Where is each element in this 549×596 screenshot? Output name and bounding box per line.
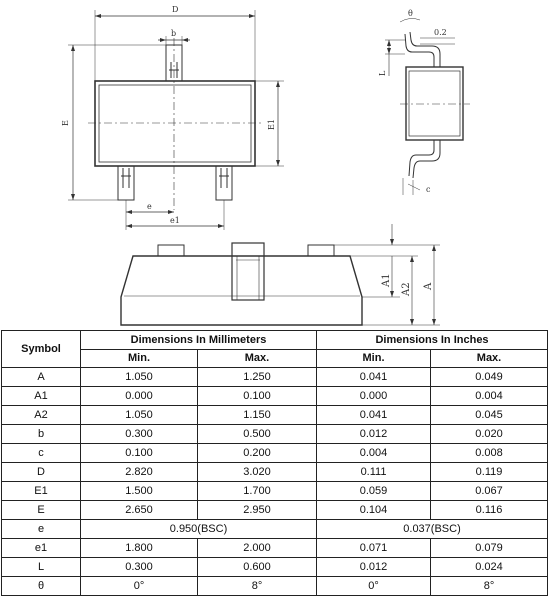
in-max-cell: 0.067 (431, 482, 548, 501)
in-max-cell: 0.119 (431, 463, 548, 482)
label-gauge: 0.2 (434, 28, 447, 37)
mm-max-cell: 1.700 (198, 482, 317, 501)
label-A: A (423, 282, 434, 290)
label-D: D (172, 5, 179, 14)
in-max-cell: 0.020 (431, 425, 548, 444)
mm-max-cell: 2.950 (198, 501, 317, 520)
table-row (2, 406, 548, 425)
table-row (2, 444, 548, 463)
table-row (2, 520, 548, 539)
in-min-cell: 0.012 (317, 558, 431, 577)
symbol-header: Symbol (2, 331, 81, 368)
in-max-cell: 0.079 (431, 539, 548, 558)
in-min-cell: 0.111 (317, 463, 431, 482)
symbol-cell: e (2, 520, 81, 539)
symbol-cell: e1 (2, 539, 81, 558)
label-E1: E1 (267, 119, 276, 130)
symbol-cell: E1 (2, 482, 81, 501)
mm-bsc-cell: 0.950(BSC) (81, 520, 317, 539)
table-row (2, 425, 548, 444)
mm-min-cell: 1.800 (81, 539, 198, 558)
mm-max-cell: 1.250 (198, 368, 317, 387)
label-L: L (378, 70, 387, 76)
label-b: b (171, 29, 177, 38)
label-A2: A2 (401, 282, 412, 296)
table-row (2, 463, 548, 482)
dimensions-table (1, 330, 548, 596)
mm-min-cell: 0.100 (81, 444, 198, 463)
top-view (68, 10, 284, 230)
mm-min-cell: 2.820 (81, 463, 198, 482)
label-E: E (61, 120, 70, 126)
symbol-cell: c (2, 444, 81, 463)
in-min-cell: 0.059 (317, 482, 431, 501)
in-header: Dimensions In Inches (317, 331, 548, 350)
in-min-cell: 0.004 (317, 444, 431, 463)
mm-min-cell: 0.000 (81, 387, 198, 406)
mm-min-cell: 0.300 (81, 425, 198, 444)
symbol-cell: A (2, 368, 81, 387)
side-view (385, 18, 470, 195)
in-min-cell: 0.000 (317, 387, 431, 406)
mm-max-cell: 0.200 (198, 444, 317, 463)
label-e1: e1 (170, 216, 180, 225)
in-min-cell: 0.104 (317, 501, 431, 520)
in-min-header: Min. (317, 350, 431, 368)
mm-max-cell: 0.100 (198, 387, 317, 406)
mm-min-cell: 0.300 (81, 558, 198, 577)
mm-max-cell: 2.000 (198, 539, 317, 558)
in-max-cell: 0.024 (431, 558, 548, 577)
symbol-cell: θ (2, 577, 81, 596)
table-row (2, 387, 548, 406)
mm-min-cell: 1.050 (81, 406, 198, 425)
mm-min-cell: 1.500 (81, 482, 198, 501)
in-max-cell: 0.116 (431, 501, 548, 520)
in-max-cell: 0.004 (431, 387, 548, 406)
symbol-cell: E (2, 501, 81, 520)
table-row (2, 482, 548, 501)
table-row (2, 577, 548, 596)
symbol-cell: A2 (2, 406, 81, 425)
label-A1: A1 (381, 273, 392, 287)
in-min-cell: 0.041 (317, 368, 431, 387)
table-row (2, 558, 548, 577)
mm-max-header: Max. (198, 350, 317, 368)
mm-min-cell: 1.050 (81, 368, 198, 387)
table-row (2, 368, 548, 387)
in-min-cell: 0° (317, 577, 431, 596)
in-max-cell: 0.045 (431, 406, 548, 425)
in-bsc-cell: 0.037(BSC) (317, 520, 548, 539)
mm-min-cell: 0° (81, 577, 198, 596)
mm-min-header: Min. (81, 350, 198, 368)
mm-min-cell: 2.650 (81, 501, 198, 520)
mm-max-cell: 3.020 (198, 463, 317, 482)
mm-max-cell: 0.600 (198, 558, 317, 577)
label-c: c (426, 185, 431, 194)
in-min-cell: 0.012 (317, 425, 431, 444)
symbol-cell: A1 (2, 387, 81, 406)
table-row (2, 539, 548, 558)
label-e: e (147, 202, 152, 211)
mm-max-cell: 1.150 (198, 406, 317, 425)
table-row (2, 501, 548, 520)
label-theta: θ (408, 9, 413, 18)
in-max-cell: 0.049 (431, 368, 548, 387)
mm-max-cell: 8° (198, 577, 317, 596)
in-min-cell: 0.041 (317, 406, 431, 425)
symbol-cell: L (2, 558, 81, 577)
symbol-cell: b (2, 425, 81, 444)
mm-header: Dimensions In Millimeters (81, 331, 317, 350)
symbol-cell: D (2, 463, 81, 482)
in-max-header: Max. (431, 350, 548, 368)
in-max-cell: 0.008 (431, 444, 548, 463)
in-min-cell: 0.071 (317, 539, 431, 558)
in-max-cell: 8° (431, 577, 548, 596)
mm-max-cell: 0.500 (198, 425, 317, 444)
